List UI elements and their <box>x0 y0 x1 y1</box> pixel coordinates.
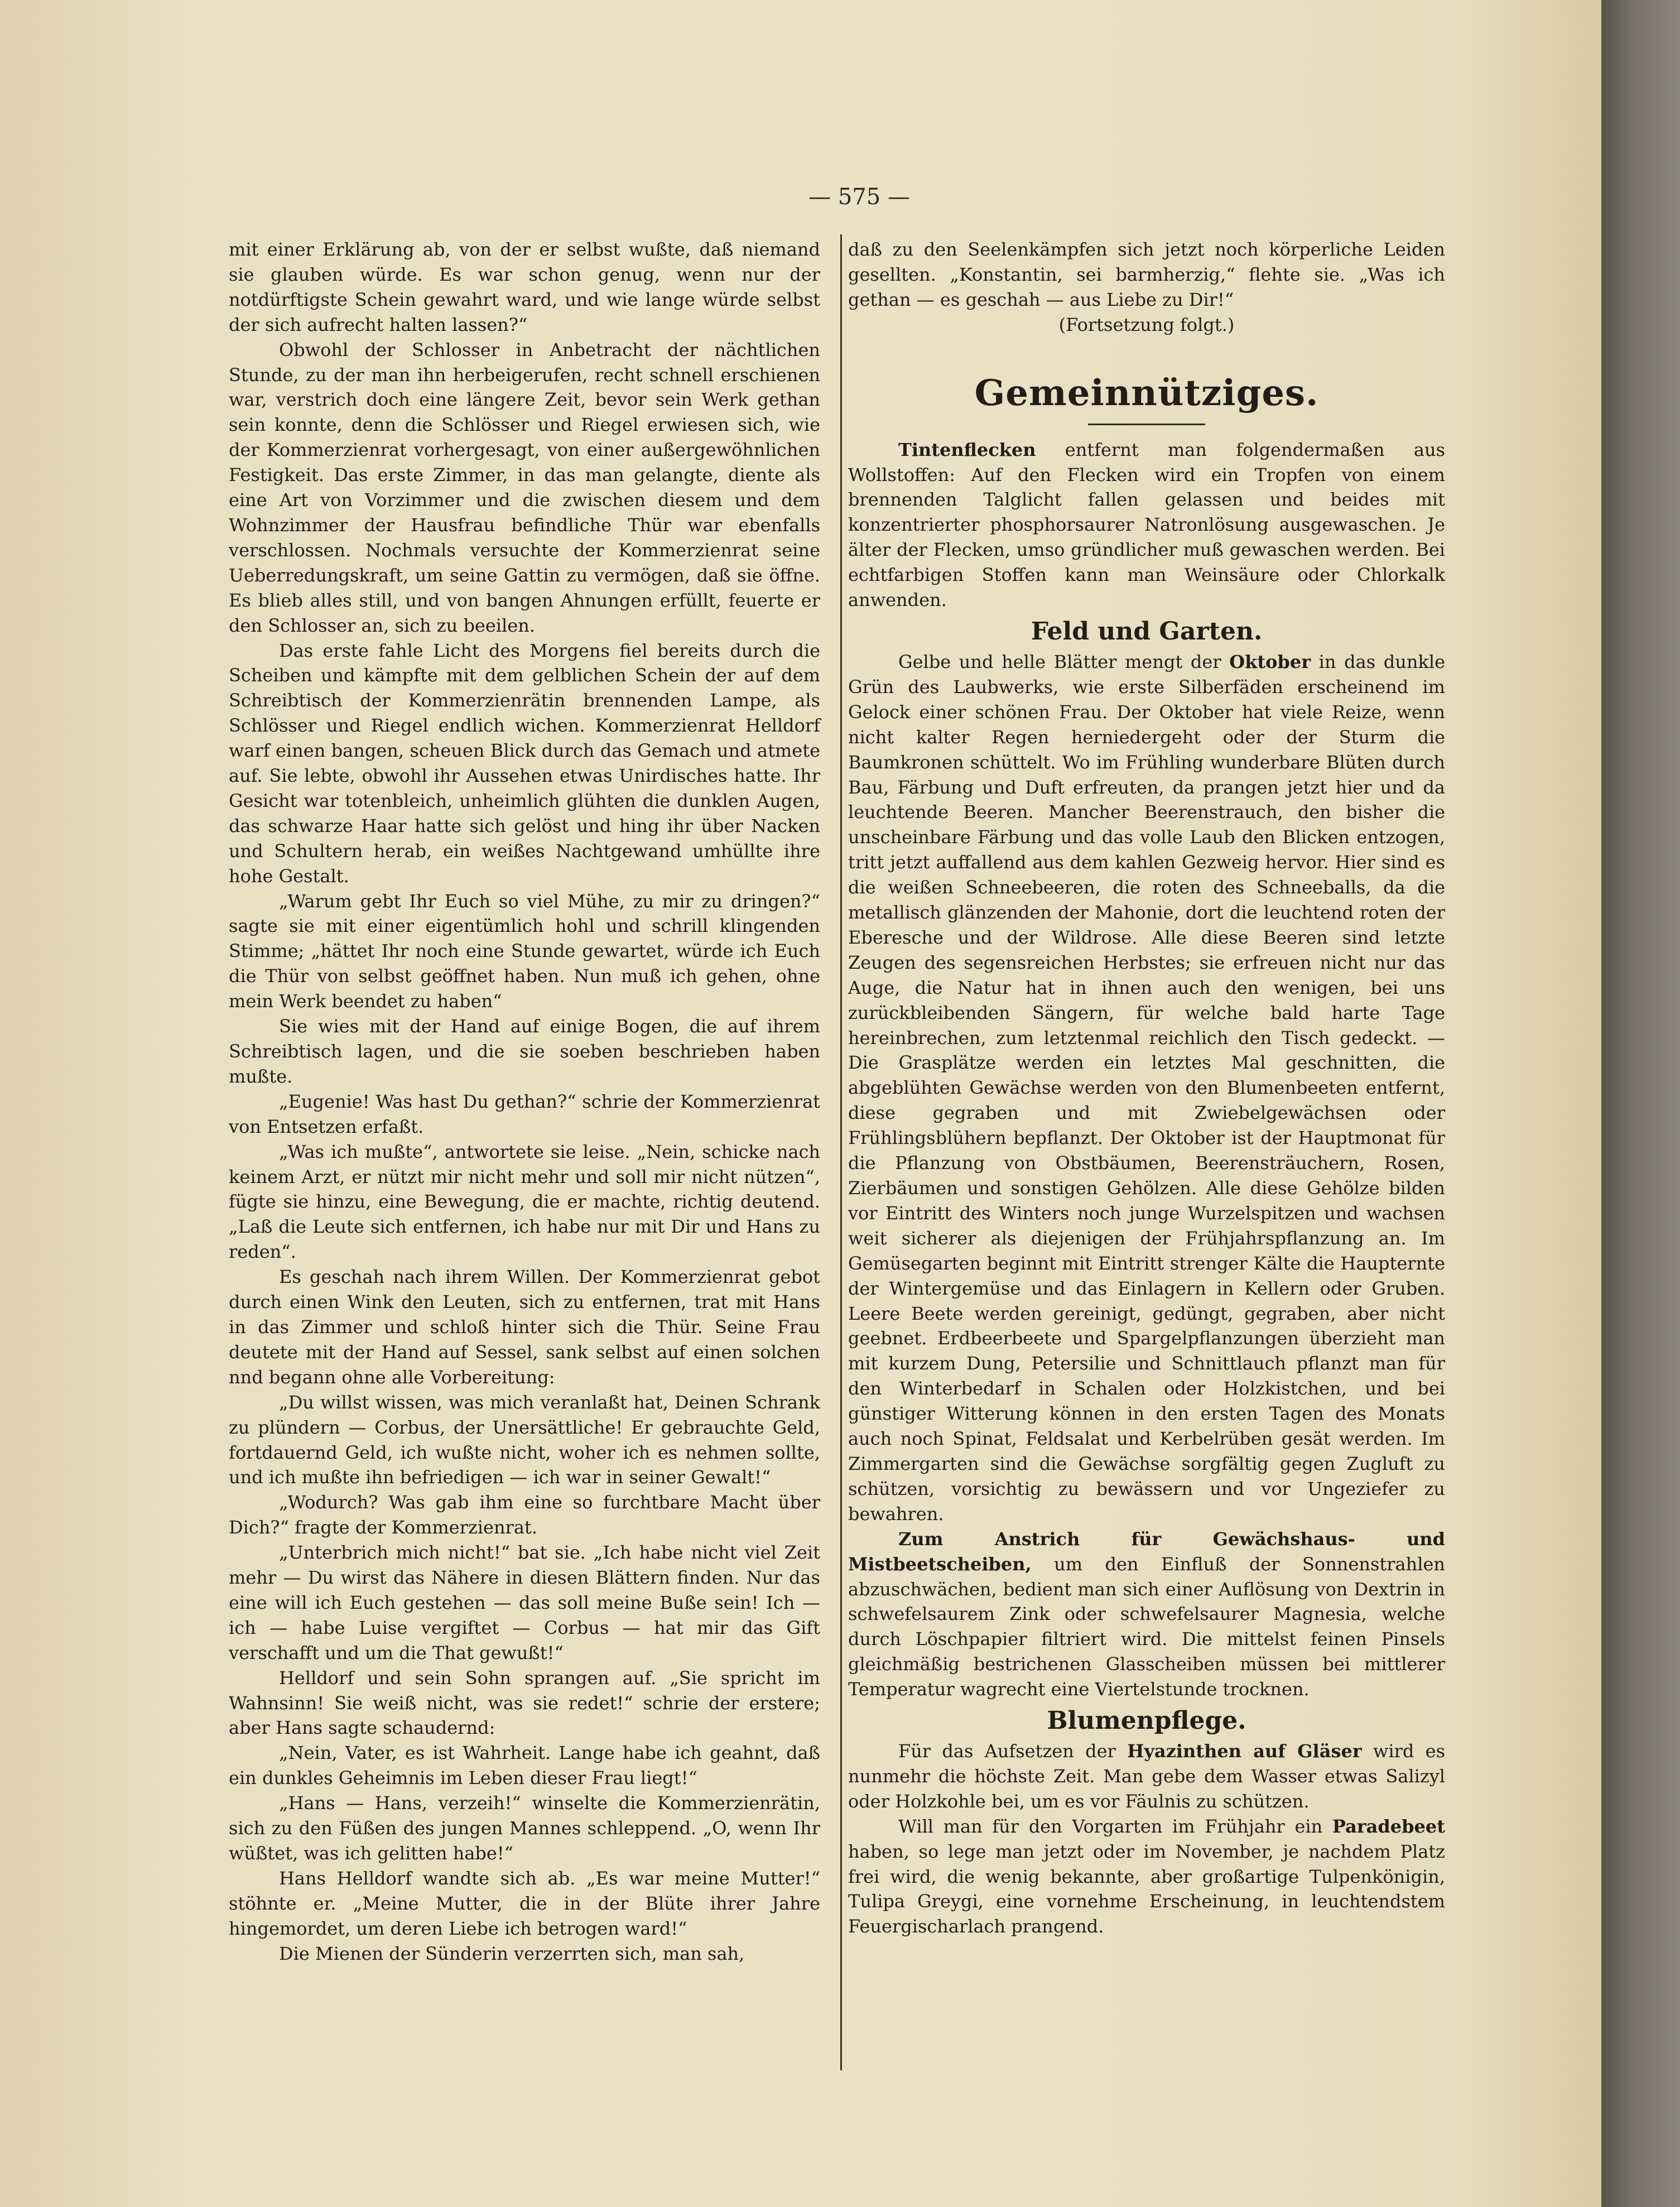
story-conclusion: daß zu den Seelenkämpfen sich jetzt noch körperliche Leiden gesellten. „Konstantin, sei barmherzig,“ flehte sie. „Was ich gethan — es geschah — aus Liebe zu Dir!“ <box>848 239 1445 310</box>
hyacinth-keyword: Hyazinthen auf Gläser <box>1127 1740 1362 1762</box>
right-column <box>843 237 1445 1939</box>
left-paragraph-5: Sie wies mit der Hand auf einige Bogen, die auf ihrem Schreibtisch lagen, und die sie soeben beschrieben haben mußte. <box>229 1016 820 1087</box>
left-paragraph-12: Helldorf und sein Sohn sprangen auf. „Sie spricht im Wahnsinn! Sie weiß nicht, was sie redet!“ schrie der erstere; aber Hans sagte schaudernd: <box>229 1667 820 1739</box>
hyacinth-text: wird es nunmehr die höchste Zeit. Man gebe dem Wasser etwas Salizyl oder Holzkohle bei, um es vor Fäulnis zu schützen. <box>848 1740 1445 1812</box>
left-paragraph-9: „Du willst wissen, was mich veranlaßt hat, Deinen Schrank zu plündern — Corbus, der Unersättliche! Er gebrauchte Geld, fortdauernd Geld, ich wußte nicht, woher ich es nehmen sollte, und ich mußte ihn befriedigen — ich war in seiner Gewalt!“ <box>229 1391 820 1488</box>
left-paragraph-13: „Nein, Vater, es ist Wahrheit. Lange habe ich geahnt, daß ein dunkles Geheimnis im Leben dieser Frau liegt!“ <box>229 1742 820 1789</box>
left-paragraph-2: Obwohl der Schlosser in Anbetracht der nächtlichen Stunde, zu der man ihn herbeigerufen, recht schnell erschienen war, verstrich doch eine längere Zeit, bevor sein Werk gethan sein konnte, denn die Schlösser und Riegel erwiesen sich, wie der Kommerzienrat vorhergesagt, von einer außergewöhnlichen Festigkeit. Das erste Zimmer, in das man gelangte, diente als eine Art von Vorzimmer und die zwischen diesem und dem Wohnzimmer der Hausfrau befindliche Thür war ebenfalls verschlossen. Nochmals versuchte der Kommerzienrat seine Ueberredungskraft, um seine Gattin zu vermögen, daß sie öffne. Es blieb alles still, und von bangen Ahnungen erfüllt, feuerte er den Schlosser an, sich zu beeilen. <box>229 339 820 636</box>
ink-stains-article <box>848 437 1445 613</box>
left-paragraph-14: „Hans — Hans, verzeih!“ winselte die Kommerzienrätin, sich zu den Füßen des jungen Mannes schleppend. „O, wenn Ihr wüßtet, was ich gelitten habe!“ <box>229 1792 820 1864</box>
left-column <box>229 237 820 1966</box>
parade-bed-pre: Will man für den Vorgarten im Frühjahr ein <box>898 1815 1323 1837</box>
parade-bed-article <box>848 1814 1445 1940</box>
left-paragraph-11: „Unterbrich mich nicht!“ bat sie. „Ich habe nicht viel Zeit mehr — Du wirst das Nähere in diesen Blättern finden. Nur das eine will ich Euch gestehen — das soll meine Buße sein! Ich — ich — habe Luise vergiftet — Corbus — hat mir das Gift verschafft und um die That gewußt!“ <box>229 1542 820 1663</box>
greenhouse-keyword: Zum Anstrich für Gewächshaus- und Mistbeetscheiben, <box>848 1528 1445 1575</box>
ink-stains-keyword: Tintenflecken <box>898 439 1036 460</box>
parade-bed-text: haben, so lege man jetzt oder im November, je nachdem Platz frei wird, die wenig bekannte, aber großartige Tulpenkönigin, Tulipa Greygi, eine vornehme Erscheinung, in leuchtendstem Feuergischarlach prangend. <box>848 1840 1445 1937</box>
field-garden-heading: Feld und Garten. <box>1031 617 1263 646</box>
hyacinth-article <box>848 1739 1445 1814</box>
left-paragraph-4: „Warum gebt Ihr Euch so viel Mühe, zu mir zu dringen?“ sagte sie mit einer eigentümlich hohl und schrill klingenden Stimme; „hättet Ihr noch eine Stunde gewartet, würde ich Euch die Thür von selbst geöffnet haben. Nun muß ich gehen, ohne mein Werk beendet zu haben“ <box>229 890 820 1012</box>
greenhouse-text: um den Einfluß der Sonnenstrahlen abzuschwächen, bedient man sich einer Auflösung von Dextrin in schwefelsaurem Zink oder schwefelsaurer Magnesia, welche durch Löschpapier filtriert wird. Die mittelst feinen Pinsels gleichmäßig bestrichenen Glasscheiben müssen bei mittlerer Temperatur wagrecht eine Viertelstunde trocknen. <box>848 1553 1446 1700</box>
field-garden-article <box>848 650 1445 1527</box>
page-number: — 575 — <box>808 184 910 210</box>
greenhouse-article <box>848 1527 1445 1702</box>
october-keyword: Oktober <box>1229 651 1311 672</box>
title-rule <box>1088 424 1205 425</box>
scanner-background <box>1601 0 1680 2207</box>
section-title: Gemeinnütziges. <box>974 372 1319 414</box>
column-divider <box>840 234 842 2070</box>
flower-care-heading: Blumenpflege. <box>1047 1706 1246 1735</box>
hyacinth-pre: Für das Aufsetzen der <box>898 1740 1116 1762</box>
continuation-note: (Fortsetzung folgt.) <box>1058 314 1235 335</box>
ink-stains-text: entfernt man folgendermaßen aus Wollstoffen: Auf den Flecken wird ein Tropfen von einem brennenden Talglicht fallen gelassen und beides mit konzentrierter phosphorsaurer Natronlösung ausgewaschen. Je älter der Flecken, umso gründlicher muß gewaschen werden. Bei echtfarbigen Stoffen kann man Weinsäure oder Chlorkalk anwenden. <box>848 439 1446 611</box>
field-garden-text: in das dunkle Grün des Laubwerks, wie erste Silberfäden erscheinend im Gelock einer schönen Frau. Der Oktober hat viele Reize, wenn nicht kalter Regen herniedergeht oder der Sturm die Baumkronen schüttelt. Wo im Frühling wunderbare Blüten durch Bau, Färbung und Duft erfreuten, da prangen jetzt hier und da leuchtende Beeren. Mancher Beerenstrauch, den bisher die unscheinbare Färbung und das volle Laub den Blicken entzogen, tritt jetzt auffallend aus dem kahlen Gezweig hervor. Hier sind es die weißen Schneebeeren, die roten des Schneeballs, da die metallisch glänzenden der Mahonie, dort die leuchtend roten der Eberesche und der Wildrose. Alle diese Beeren sind letzte Zeugen des segensreichen Herbstes; sie erfreuen nicht nur das Auge, die Natur hat in ihnen auch den wenigen, bei uns zurückbleibenden Sängern, für welche bald harte Tage hereinbrechen, zum letztenmal reichlich den Tisch gedeckt. — Die Grasplätze werden ein letztes Mal geschnitten, die abgeblühten Gewächse werden von den Blumenbeeten entfernt, diese gegraben und mit Zwiebelgewächsen oder Frühlingsblühern bepflanzt. Der Oktober ist der Hauptmonat für die Pflanzung von Obstbäumen, Beerensträuchern, Rosen, Zierbäumen und sonstigen Gehölzen. Alle diese Gehölze bilden vor Eintritt des Winters noch junge Wurzelspitzen und wachsen weit sicherer als diejenigen der Frühjahrspflanzung an. Im Gemüsegarten beginnt mit Eintritt strenger Kälte die Haupternte der Wintergemüse und das Einlagern in Kellern oder Gruben. Leere Beete werden gereinigt, gedüngt, gegraben, aber nicht geebnet. Erdbeerbeete und Spargelpflanzungen überzieht man mit kurzem Dung, Petersilie und Schnittlauch pflanzt man für den Winterbedarf in Schalen oder Holzkistchen, und bei günstiger Witterung können in den ersten Tagen des Monats auch noch Spinat, Feldsalat und Kerbelrüben gesät werden. Im Zimmergarten sind die Gewächse sorgfältig gegen Zugluft zu schützen, vorsichtig zu bewässern und vor Ungeziefer zu bewahren. <box>848 651 1446 1525</box>
left-paragraph-16: Die Mienen der Sünderin verzerrten sich, man sah, <box>279 1942 745 1964</box>
left-paragraph-8: Es geschah nach ihrem Willen. Der Kommerzienrat gebot durch einen Wink den Leuten, sich zu entfernen, trat mit Hans in das Zimmer und schloß hinter sich die Thür. Seine Frau deutete mit der Hand auf Sessel, sank selbst auf einen solchen nnd begann ohne alle Vorbereitung: <box>229 1266 820 1388</box>
left-paragraph-10: „Wodurch? Was gab ihm eine so furchtbare Macht über Dich?“ fragte der Kommerzienrat. <box>229 1492 820 1538</box>
field-garden-pre: Gelbe und helle Blätter mengt der <box>898 651 1221 672</box>
left-paragraph-7: „Was ich mußte“, antwortete sie leise. „Nein, schicke nach keinem Arzt, er nützt mir nicht mehr und soll mir nicht nützen“, fügte sie hinzu, eine Bewegung, die er machte, richtig deutend. „Laß die Leute sich entfernen, ich habe nur mit Dir und Hans zu reden“. <box>229 1141 820 1263</box>
left-paragraph-15: Hans Helldorf wandte sich ab. „Es war meine Mutter!“ stöhnte er. „Meine Mutter, die in der Blüte ihrer Jahre hingemordet, um deren Liebe ich betrogen ward!“ <box>229 1867 820 1939</box>
parade-bed-keyword: Paradebeet <box>1332 1815 1446 1837</box>
left-paragraph-1: mit einer Erklärung ab, von der er selbst wußte, daß niemand sie glauben würde. Es war schon genug, wenn nur der notdürftigste Schein gewahrt ward, und wie lange würde selbst der sich aufrecht halten lassen?“ <box>229 239 820 335</box>
left-paragraph-6: „Eugenie! Was hast Du gethan?“ schrie der Kommerzienrat von Entsetzen erfaßt. <box>229 1090 820 1137</box>
left-paragraph-3: Das erste fahle Licht des Morgens fiel bereits durch die Scheiben und kämpfte mit dem gelblichen Schein der auf dem Schreibtisch der Kommerzienrätin brennenden Lampe, als Schlösser und Riegel endlich wichen. Kommerzienrat Helldorf warf einen bangen, scheuen Blick durch das Gemach und atmete auf. Sie lebte, obwohl ihr Aussehen etwas Unirdisches hatte. Ihr Gesicht war totenbleich, unheimlich glühten die dunklen Augen, das schwarze Haar hatte sich gelöst und hing ihr über Nacken und Schultern herab, ein weißes Nachtgewand umhüllte ihre hohe Gestalt. <box>229 639 820 887</box>
